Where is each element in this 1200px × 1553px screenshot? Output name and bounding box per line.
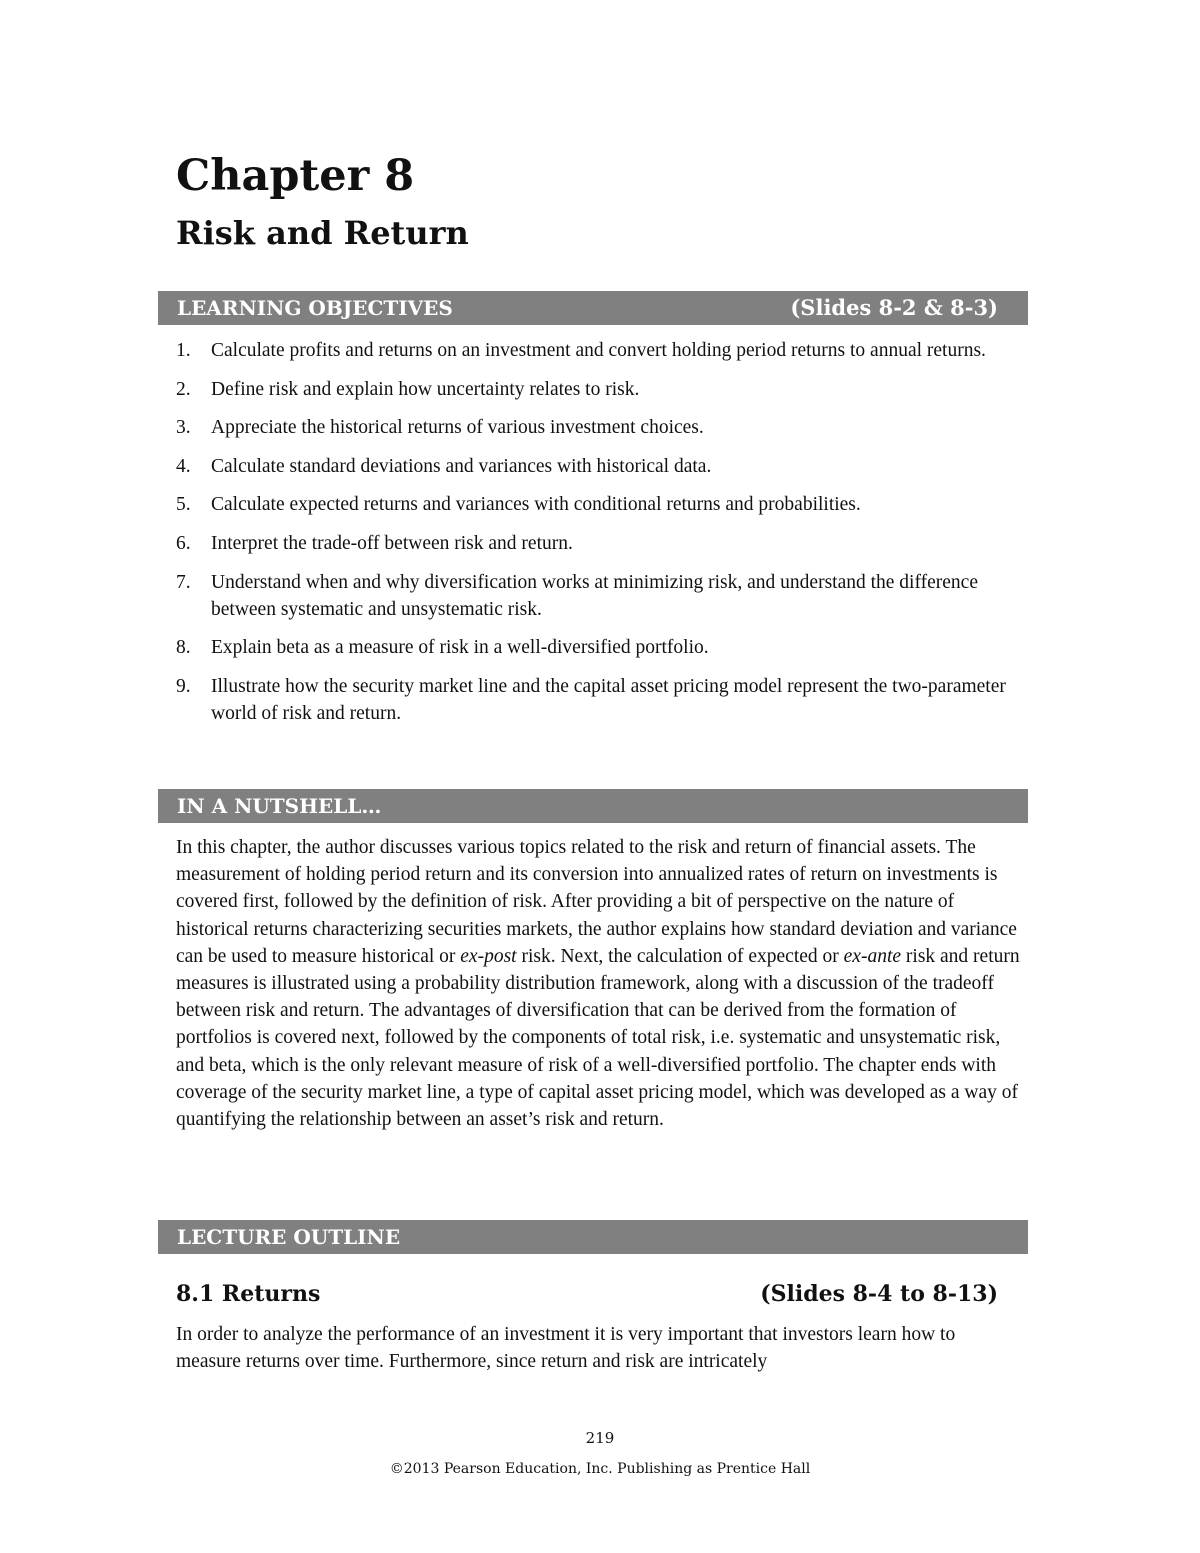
section-title: 8.1 Returns: [176, 1281, 321, 1307]
objective-item: [176, 569, 1016, 623]
nutshell-heading: IN A NUTSHELL…: [177, 794, 382, 818]
objective-text: Illustrate how the security market line and the capital asset pricing model represent the two-parameter world of risk and return.: [211, 675, 1006, 724]
objective-text: Calculate profits and returns on an investment and convert holding period returns to annual returns.: [211, 340, 986, 361]
objective-item: [176, 337, 1016, 364]
objective-text: Interpret the trade-off between risk and return.: [211, 532, 573, 554]
learning-objectives-list: [176, 337, 1016, 738]
page-number: 219: [585, 1429, 615, 1447]
objective-number: 8.: [176, 637, 191, 659]
objective-number: 2.: [176, 378, 191, 400]
objective-text: Define risk and explain how uncertainty relates to risk.: [211, 378, 640, 400]
objective-text: Explain beta as a measure of risk in a well-diversified portfolio.: [211, 637, 709, 659]
nutshell-header: [158, 789, 1028, 823]
lecture-outline-heading: LECTURE OUTLINE: [177, 1225, 401, 1249]
objective-number: 3.: [176, 417, 191, 439]
nutshell-italic-term: ex-ante: [843, 945, 902, 967]
nutshell-text-segment: risk. Next, the calculation of expected or: [516, 945, 844, 967]
chapter-subtitle: Risk and Return: [176, 214, 469, 252]
objective-item: [176, 491, 1016, 518]
nutshell-paragraph: [176, 834, 1021, 1133]
objective-item: [176, 376, 1016, 403]
objective-item: [176, 414, 1016, 441]
objective-number: 9.: [176, 675, 191, 697]
learning-objectives-heading: LEARNING OBJECTIVES: [177, 296, 453, 320]
objective-number: 6.: [176, 532, 191, 554]
learning-objectives-slides: (Slides 8-2 & 8-3): [790, 295, 998, 320]
lecture-outline-header: [158, 1220, 1028, 1254]
objective-item: [176, 453, 1016, 480]
objective-item: [176, 530, 1016, 557]
section-8-1-heading: [176, 1276, 998, 1312]
learning-objectives-header: [158, 291, 1028, 325]
objective-text: Understand when and why diversification works at minimizing risk, and understand the difference between systematic and unsystematic risk.: [211, 571, 978, 620]
section-slides: (Slides 8-4 to 8-13): [760, 1281, 998, 1307]
objective-number: 5.: [176, 494, 191, 516]
objective-text: Calculate expected returns and variances with conditional returns and probabilities.: [211, 494, 861, 516]
objective-number: 1.: [176, 340, 191, 361]
section-8-1-text: In order to analyze the performance of an investment it is very important that investors learn how to measure returns over time. Furthermore, since return and risk are intricately: [176, 1324, 956, 1373]
objective-item: [176, 673, 1016, 727]
nutshell-text-segment: risk and return measures is illustrated using a probability distribution framework, along with a discussion of the tradeoff between risk and return. The advantages of diversification that can be derived from the formation of portfolios is covered next, followed by the components of total risk, i.e. systematic and unsystematic risk, and beta, which is the only relevant measure of risk of a well-diversified portfolio. The chapter ends with coverage of the security market line, a type of capital asset pricing model, which was developed as a way of quantifying the relationship between an asset’s risk and return.: [176, 945, 1020, 1131]
objective-text: Appreciate the historical returns of various investment choices.: [211, 417, 704, 439]
copyright-notice: ©2013 Pearson Education, Inc. Publishing as Prentice Hall: [389, 1461, 811, 1477]
nutshell-text-segment: In this chapter, the author discusses various topics related to the risk and return of financial assets. The measurement of holding period return and its conversion into annualized rates of return on investments is covered first, followed by the definition of risk. After providing a bit of perspective on the nature of historical returns characterizing securities markets, the author explains how standard deviation and variance can be used to measure historical or: [176, 837, 1017, 967]
objective-number: 4.: [176, 455, 191, 477]
objective-number: 7.: [176, 571, 191, 593]
chapter-title: Chapter 8: [176, 151, 415, 201]
objective-text: Calculate standard deviations and variances with historical data.: [211, 455, 712, 477]
nutshell-italic-term: ex-post: [460, 945, 517, 967]
objective-item: [176, 634, 1016, 661]
